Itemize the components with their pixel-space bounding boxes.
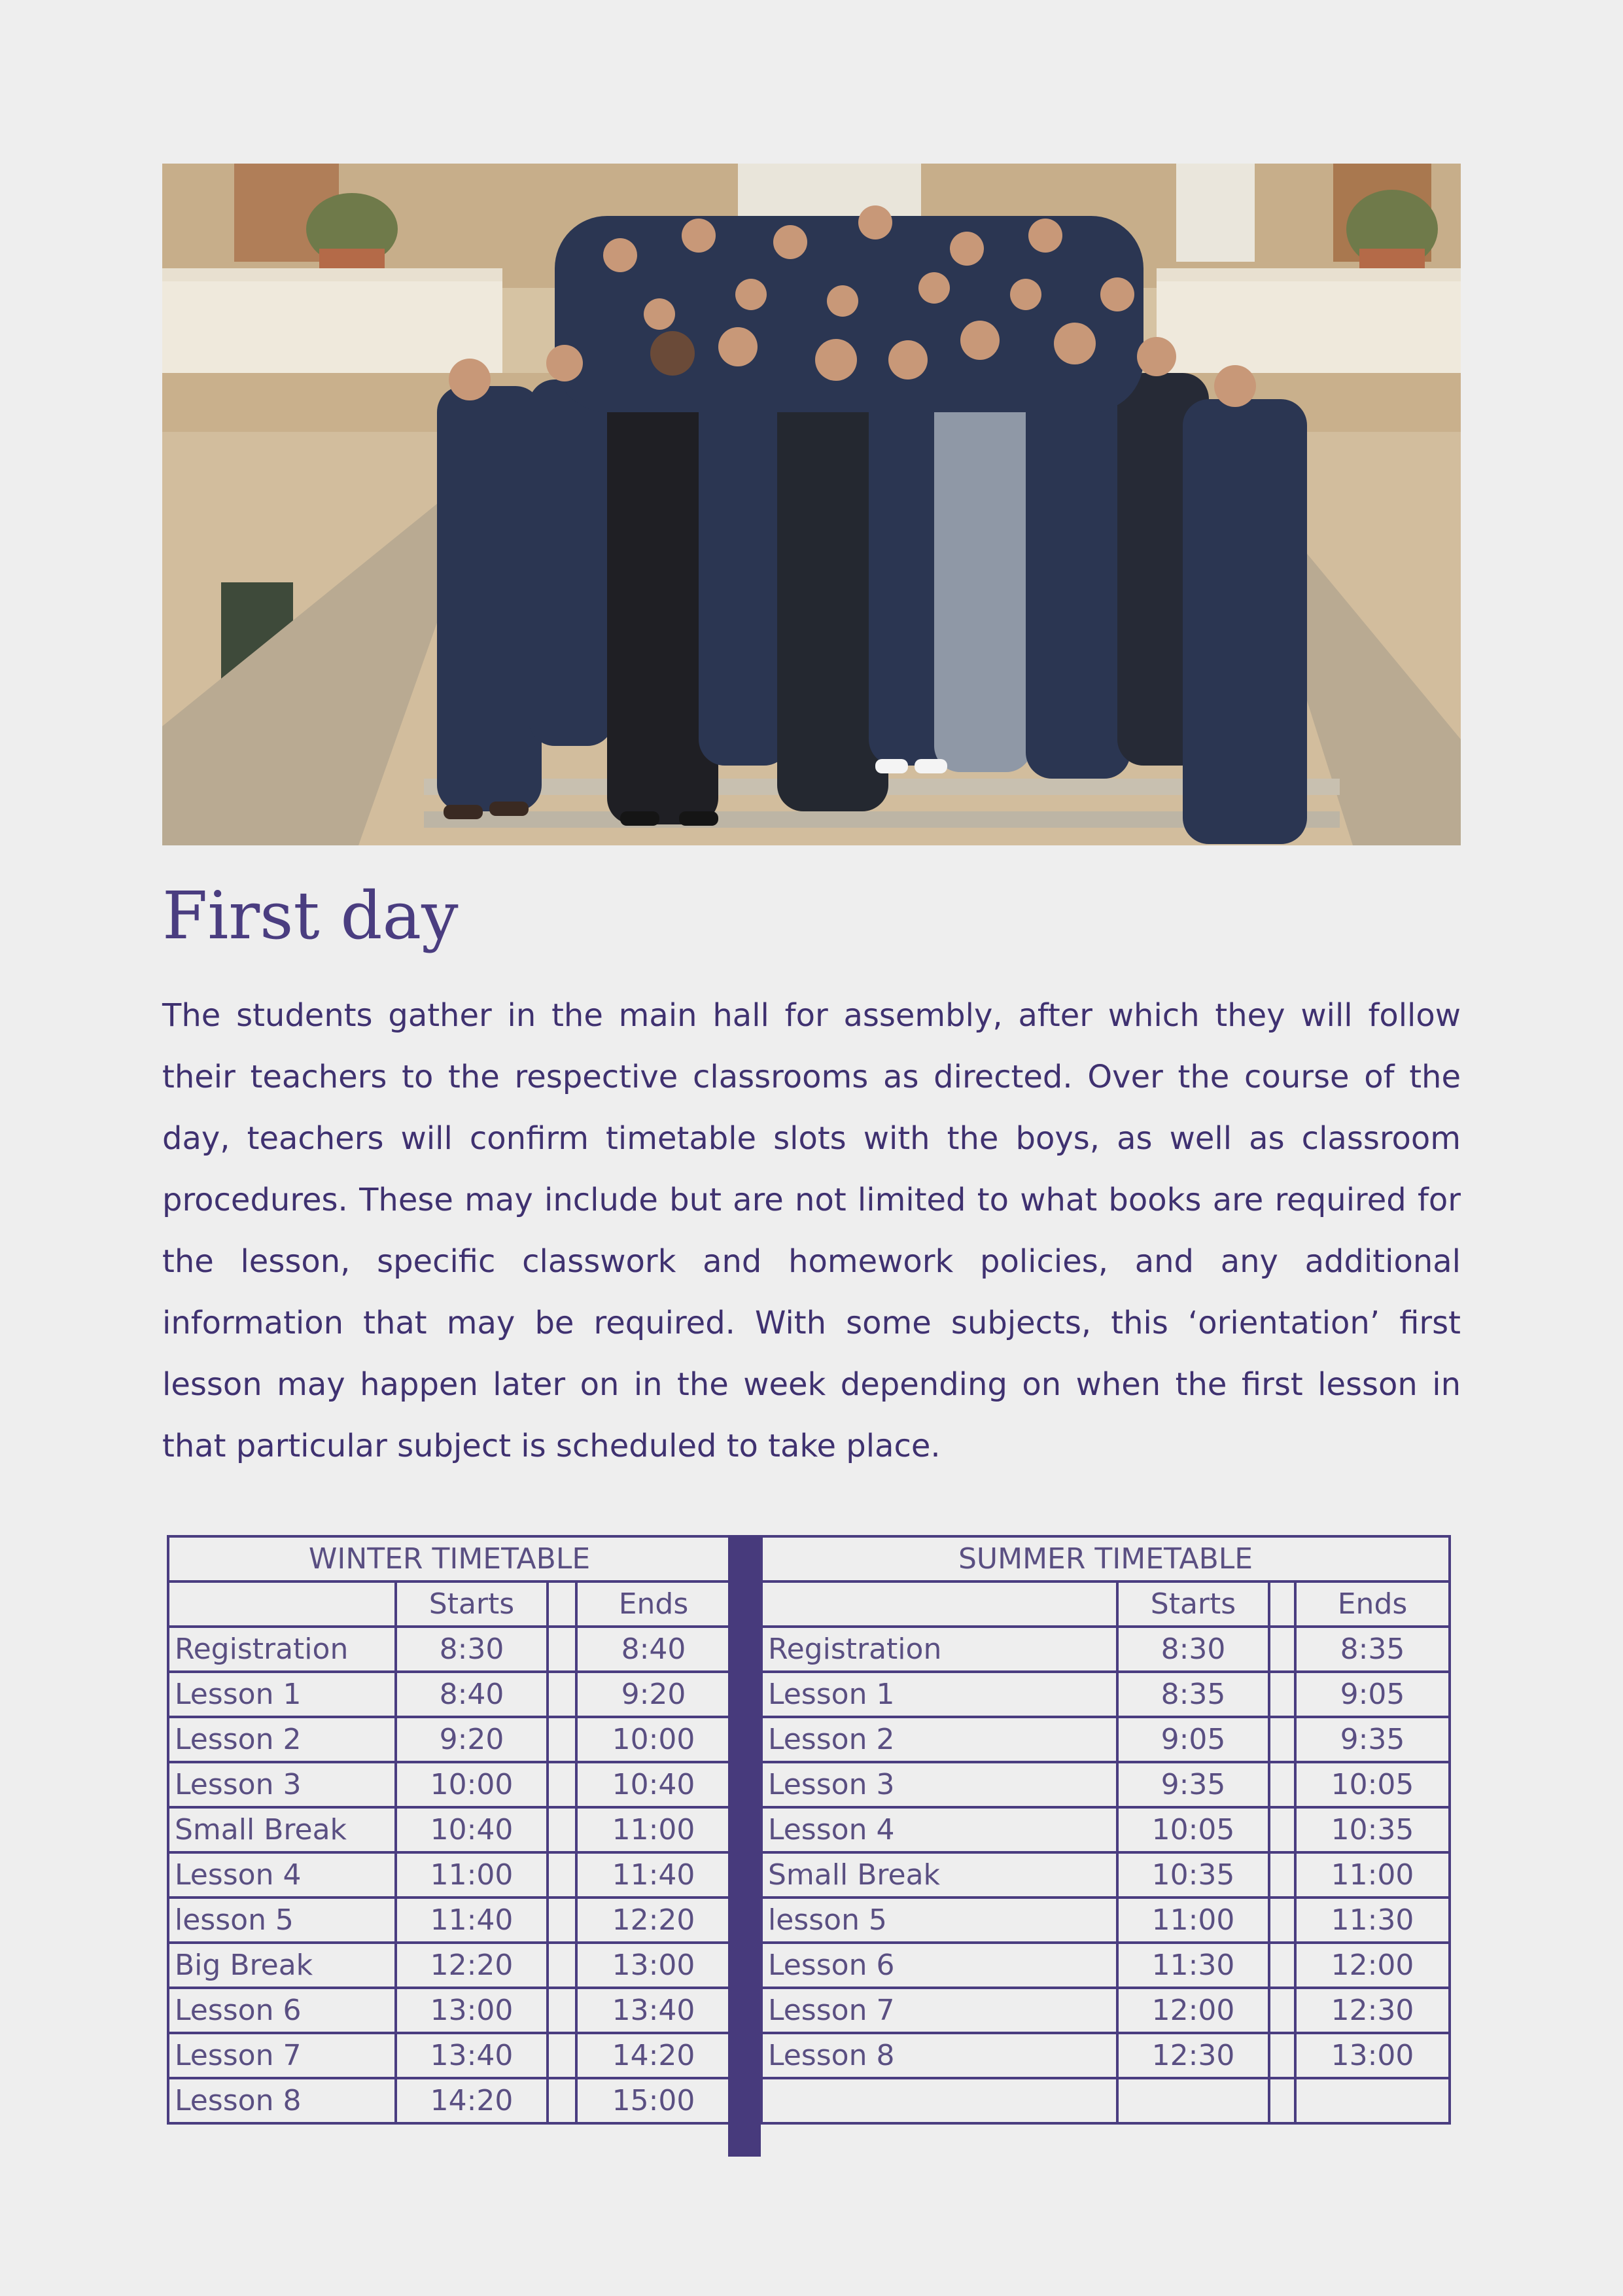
table-row xyxy=(168,1807,731,1852)
spacer-cell xyxy=(1269,1943,1295,1988)
winter-ends-header: Ends xyxy=(576,1581,731,1627)
spacer-cell xyxy=(548,2033,576,2078)
start-time: 9:35 xyxy=(1117,1762,1269,1807)
start-time: 13:00 xyxy=(396,1988,548,2033)
spacer-cell xyxy=(548,1852,576,1898)
period-name: Lesson 8 xyxy=(761,2033,1117,2078)
table-row xyxy=(761,1717,1450,1762)
spacer-cell xyxy=(1269,1852,1295,1898)
winter-spacer-header xyxy=(548,1581,576,1627)
period-name: Lesson 7 xyxy=(168,2033,396,2078)
period-name: Lesson 1 xyxy=(168,1672,396,1717)
period-name: lesson 5 xyxy=(168,1898,396,1943)
period-name xyxy=(761,2078,1117,2123)
start-time: 9:20 xyxy=(396,1717,548,1762)
spacer-cell xyxy=(1269,1672,1295,1717)
table-row xyxy=(168,1717,731,1762)
start-time: 8:40 xyxy=(396,1672,548,1717)
start-time: 8:30 xyxy=(396,1627,548,1672)
table-row xyxy=(168,2033,731,2078)
summer-spacer-header xyxy=(1269,1581,1295,1627)
table-row xyxy=(168,1627,731,1672)
spacer-cell xyxy=(1269,1988,1295,2033)
summer-title: SUMMER TIMETABLE xyxy=(761,1536,1450,1581)
end-time: 10:05 xyxy=(1295,1762,1450,1807)
spacer-cell xyxy=(1269,1717,1295,1762)
spacer-cell xyxy=(548,1762,576,1807)
start-time: 11:00 xyxy=(1117,1898,1269,1943)
summer-title-row xyxy=(761,1536,1450,1581)
spacer-cell xyxy=(1269,1762,1295,1807)
end-time: 9:20 xyxy=(576,1672,731,1717)
spacer-cell xyxy=(548,2078,576,2123)
spacer-cell xyxy=(548,1988,576,2033)
table-row xyxy=(761,2078,1450,2123)
start-time: 12:20 xyxy=(396,1943,548,1988)
end-time: 15:00 xyxy=(576,2078,731,2123)
end-time: 13:00 xyxy=(1295,2033,1450,2078)
summer-header-row xyxy=(761,1581,1450,1627)
start-time: 11:40 xyxy=(396,1898,548,1943)
spacer-cell xyxy=(548,1807,576,1852)
spacer-cell xyxy=(548,1898,576,1943)
table-row xyxy=(168,1943,731,1988)
end-time: 13:40 xyxy=(576,1988,731,2033)
table-row xyxy=(168,1852,731,1898)
period-name: Lesson 7 xyxy=(761,1988,1117,2033)
start-time: 8:35 xyxy=(1117,1672,1269,1717)
end-time: 14:20 xyxy=(576,2033,731,2078)
end-time xyxy=(1295,2078,1450,2123)
period-name: Lesson 2 xyxy=(168,1717,396,1762)
end-time: 8:35 xyxy=(1295,1627,1450,1672)
start-time xyxy=(1117,2078,1269,2123)
table-row xyxy=(761,1988,1450,2033)
table-row xyxy=(761,1852,1450,1898)
winter-title: WINTER TIMETABLE xyxy=(168,1536,731,1581)
end-time: 12:20 xyxy=(576,1898,731,1943)
period-name: Small Break xyxy=(168,1807,396,1852)
period-name: Lesson 4 xyxy=(761,1807,1117,1852)
period-name: Registration xyxy=(761,1627,1117,1672)
end-time: 9:35 xyxy=(1295,1717,1450,1762)
table-row xyxy=(168,1672,731,1717)
end-time: 11:00 xyxy=(1295,1852,1450,1898)
start-time: 12:00 xyxy=(1117,1988,1269,2033)
spacer-cell xyxy=(548,1943,576,1988)
spacer-cell xyxy=(1269,1898,1295,1943)
spacer-cell xyxy=(1269,1807,1295,1852)
start-time: 13:40 xyxy=(396,2033,548,2078)
start-time: 10:05 xyxy=(1117,1807,1269,1852)
end-time: 11:30 xyxy=(1295,1898,1450,1943)
end-time: 11:40 xyxy=(576,1852,731,1898)
table-row xyxy=(761,1762,1450,1807)
spacer-cell xyxy=(1269,1627,1295,1672)
summer-ends-header: Ends xyxy=(1295,1581,1450,1627)
table-row xyxy=(168,1898,731,1943)
table-row xyxy=(168,1762,731,1807)
period-name: Lesson 1 xyxy=(761,1672,1117,1717)
winter-header-row xyxy=(168,1581,731,1627)
start-time: 12:30 xyxy=(1117,2033,1269,2078)
spacer-cell xyxy=(548,1672,576,1717)
spacer-cell xyxy=(1269,2033,1295,2078)
intro-paragraph: The students gather in the main hall for assembly, after which they will follow their teachers to the respective classrooms as directed. Over the course of the day, teachers will confirm timetable slots with the boys, as well as classroom procedures. These may include but are not limited to what books are required for the lesson, specific classwork and homework policies, and any additional information that may be required. With some subjects, this ‘orientation’ first lesson may happen later on in the week depending on when the first lesson in that particular subject is scheduled to take place. xyxy=(162,997,1461,1464)
end-time: 13:00 xyxy=(576,1943,731,1988)
start-time: 10:35 xyxy=(1117,1852,1269,1898)
table-row xyxy=(761,1627,1450,1672)
end-time: 11:00 xyxy=(576,1807,731,1852)
start-time: 14:20 xyxy=(396,2078,548,2123)
start-time: 11:00 xyxy=(396,1852,548,1898)
period-name: Lesson 3 xyxy=(168,1762,396,1807)
period-name: Lesson 6 xyxy=(168,1988,396,2033)
start-time: 8:30 xyxy=(1117,1627,1269,1672)
summer-timetable xyxy=(760,1535,1451,2125)
period-name: Registration xyxy=(168,1627,396,1672)
spacer-cell xyxy=(1269,2078,1295,2123)
table-row xyxy=(761,1807,1450,1852)
winter-header-blank xyxy=(168,1581,396,1627)
spacer-cell xyxy=(548,1717,576,1762)
period-name: lesson 5 xyxy=(761,1898,1117,1943)
table-row xyxy=(761,2033,1450,2078)
start-time: 10:00 xyxy=(396,1762,548,1807)
end-time: 8:40 xyxy=(576,1627,731,1672)
table-row xyxy=(761,1898,1450,1943)
table-row xyxy=(761,1943,1450,1988)
period-name: Big Break xyxy=(168,1943,396,1988)
end-time: 12:30 xyxy=(1295,1988,1450,2033)
end-time: 12:00 xyxy=(1295,1943,1450,1988)
end-time: 10:00 xyxy=(576,1717,731,1762)
summer-header-blank xyxy=(761,1581,1117,1627)
group-photo xyxy=(162,164,1461,845)
period-name: Lesson 4 xyxy=(168,1852,396,1898)
end-time: 10:35 xyxy=(1295,1807,1450,1852)
spacer-cell xyxy=(548,1627,576,1672)
start-time: 10:40 xyxy=(396,1807,548,1852)
start-time: 9:05 xyxy=(1117,1717,1269,1762)
period-name: Small Break xyxy=(761,1852,1117,1898)
winter-title-row xyxy=(168,1536,731,1581)
timetable-divider xyxy=(728,1535,761,2157)
table-row xyxy=(168,2078,731,2123)
table-row xyxy=(761,1672,1450,1717)
end-time: 10:40 xyxy=(576,1762,731,1807)
period-name: Lesson 3 xyxy=(761,1762,1117,1807)
table-row xyxy=(168,1988,731,2033)
page-title: First day xyxy=(162,877,459,954)
summer-starts-header: Starts xyxy=(1117,1581,1269,1627)
period-name: Lesson 2 xyxy=(761,1717,1117,1762)
winter-starts-header: Starts xyxy=(396,1581,548,1627)
period-name: Lesson 6 xyxy=(761,1943,1117,1988)
winter-timetable xyxy=(167,1535,732,2125)
end-time: 9:05 xyxy=(1295,1672,1450,1717)
period-name: Lesson 8 xyxy=(168,2078,396,2123)
start-time: 11:30 xyxy=(1117,1943,1269,1988)
